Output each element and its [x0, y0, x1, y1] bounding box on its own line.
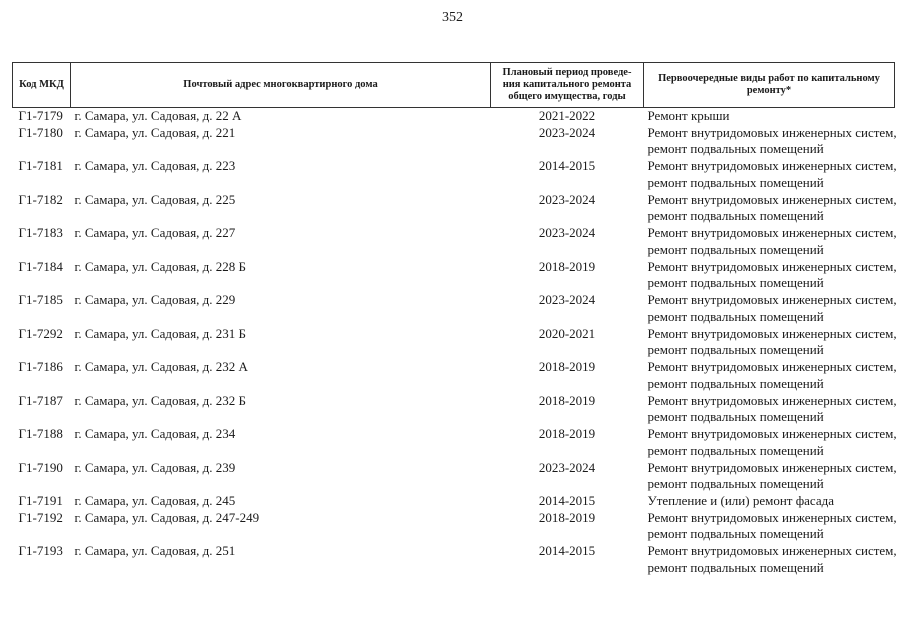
row-address: г. Самара, ул. Садовая, д. 232 А — [74, 359, 248, 374]
row-period: 2018-2019 — [538, 359, 596, 374]
row-period: 2018-2019 — [538, 509, 596, 525]
table-row — [13, 292, 895, 326]
row-period: 2023-2024 — [538, 292, 596, 307]
row-works — [644, 510, 895, 544]
row-address: г. Самара, ул. Садовая, д. 247-249 — [74, 509, 260, 525]
row-works-line: ремонт подвальных помещений — [647, 208, 824, 223]
row-works-line: Ремонт внутридомовых инженерных систем, — [647, 158, 897, 173]
row-works — [644, 158, 895, 192]
row-address: г. Самара, ул. Садовая, д. 225 — [74, 191, 236, 207]
row-period: 2014-2015 — [538, 158, 596, 173]
row-address: г. Самара, ул. Садовая, д. 223 — [74, 158, 236, 173]
row-works — [644, 493, 895, 510]
row-period: 2020-2021 — [538, 325, 596, 341]
row-period: 2021-2022 — [538, 108, 596, 123]
row-period: 2018-2019 — [538, 258, 596, 274]
row-works-line: ремонт подвальных помещений — [647, 559, 824, 575]
row-address: г. Самара, ул. Садовая, д. 231 Б — [74, 325, 247, 341]
row-code: Г1-7188 — [18, 426, 63, 441]
row-address: г. Самара, ул. Садовая, д. 22 А — [74, 108, 242, 123]
row-code: Г1-7185 — [18, 292, 63, 307]
row-address: г. Самара, ул. Садовая, д. 251 — [74, 543, 236, 558]
table-row — [13, 158, 895, 192]
row-works — [644, 543, 895, 577]
row-period: 2023-2024 — [538, 191, 596, 207]
row-period: 2023-2024 — [538, 459, 596, 475]
row-period: 2023-2024 — [538, 124, 596, 140]
row-works-line: ремонт подвальных помещений — [647, 476, 824, 491]
row-address: г. Самара, ул. Садовая, д. 245 — [74, 493, 236, 508]
row-code: Г1-7181 — [18, 158, 63, 173]
row-address: г. Самара, ул. Садовая, д. 232 Б — [74, 392, 247, 408]
row-works — [644, 292, 895, 326]
row-works-line: ремонт подвальных помещений — [647, 342, 824, 357]
header-period: Плановый период проведе- ния капитального ремонта общего имущества, годы — [491, 63, 644, 108]
row-code: Г1-7192 — [18, 509, 63, 525]
header-address: Почтовый адрес многоквартирного дома — [71, 63, 491, 108]
row-works — [644, 259, 895, 293]
row-works-line: ремонт подвальных помещений — [647, 174, 824, 190]
row-works-line: ремонт подвальных помещений — [647, 409, 824, 424]
row-works-line: Ремонт внутридомовых инженерных систем, — [647, 359, 897, 374]
row-code: Г1-7292 — [18, 325, 63, 341]
table-header-row — [13, 63, 895, 108]
row-address: г. Самара, ул. Садовая, д. 229 — [74, 292, 236, 307]
table-row — [13, 426, 895, 460]
row-works-line: ремонт подвальных помещений — [647, 241, 824, 257]
row-works — [644, 393, 895, 427]
row-works — [644, 359, 895, 393]
row-works-line: Ремонт внутридомовых инженерных систем, — [647, 225, 897, 240]
table-row — [13, 493, 895, 510]
row-works-line: ремонт подвальных помещений — [647, 141, 824, 156]
row-works — [644, 125, 895, 159]
row-address: г. Самара, ул. Садовая, д. 234 — [74, 426, 236, 441]
row-works — [644, 225, 895, 259]
row-code: Г1-7191 — [18, 493, 63, 508]
row-period: 2018-2019 — [538, 426, 596, 441]
row-works — [644, 108, 895, 125]
row-address: г. Самара, ул. Садовая, д. 227 — [74, 225, 236, 240]
row-works-line: ремонт подвальных помещений — [647, 526, 824, 541]
table-row — [13, 460, 895, 494]
header-code: Код МКД — [13, 63, 71, 108]
row-works-line: Ремонт внутридомовых инженерных систем, — [647, 543, 897, 558]
row-works-line: ремонт подвальных помещений — [647, 275, 824, 290]
row-works — [644, 326, 895, 360]
row-period: 2023-2024 — [538, 225, 596, 240]
row-period: 2014-2015 — [538, 543, 596, 558]
row-code: Г1-7180 — [18, 124, 63, 140]
row-works-line: Ремонт внутридомовых инженерных систем, — [647, 258, 897, 274]
table-body — [13, 108, 895, 577]
row-works-line: Ремонт внутридомовых инженерных систем, — [647, 459, 897, 475]
table-row — [13, 225, 895, 259]
row-works-line: Ремонт внутридомовых инженерных систем, — [647, 509, 897, 525]
table-row — [13, 108, 895, 125]
row-works — [644, 192, 895, 226]
row-works-line: Ремонт внутридомовых инженерных систем, — [647, 426, 897, 441]
row-code: Г1-7183 — [18, 225, 63, 240]
row-code: Г1-7184 — [18, 258, 63, 274]
table-row — [13, 393, 895, 427]
row-works-line: Ремонт внутридомовых инженерных систем, — [647, 124, 897, 140]
row-works-line: Ремонт внутридомовых инженерных систем, — [647, 292, 897, 307]
table-row — [13, 543, 895, 577]
row-code: Г1-7186 — [18, 359, 63, 374]
row-period: 2014-2015 — [538, 493, 596, 508]
table-row — [13, 326, 895, 360]
row-works — [644, 460, 895, 494]
row-works-line: Ремонт внутридомовых инженерных систем, — [647, 392, 897, 408]
row-works-line: ремонт подвальных помещений — [647, 442, 824, 458]
page-number: 352 — [442, 10, 463, 25]
row-works-line: Ремонт внутридомовых инженерных систем, — [647, 325, 897, 341]
row-code: Г1-7193 — [18, 543, 63, 558]
row-code: Г1-7179 — [18, 108, 63, 123]
row-works — [644, 426, 895, 460]
table-row — [13, 359, 895, 393]
row-works-line: Утепление и (или) ремонт фасада — [647, 493, 834, 508]
row-works-line: Ремонт внутридомовых инженерных систем, — [647, 191, 897, 207]
row-address: г. Самара, ул. Садовая, д. 239 — [74, 459, 236, 475]
row-code: Г1-7187 — [18, 392, 63, 408]
row-address: г. Самара, ул. Садовая, д. 228 Б — [74, 258, 247, 274]
row-works-line: ремонт подвальных помещений — [647, 375, 824, 391]
table-row — [13, 510, 895, 544]
header-works: Первоочередные виды работ по капитальному ремонту* — [644, 63, 895, 108]
table-row — [13, 192, 895, 226]
row-code: Г1-7182 — [18, 191, 63, 207]
capital-repair-table — [12, 62, 895, 577]
row-works-line: Ремонт крыши — [647, 108, 730, 123]
row-code: Г1-7190 — [18, 459, 63, 475]
row-period: 2018-2019 — [538, 392, 596, 408]
row-address: г. Самара, ул. Садовая, д. 221 — [74, 124, 236, 140]
table-row — [13, 125, 895, 159]
row-works-line: ремонт подвальных помещений — [647, 308, 824, 324]
table-row — [13, 259, 895, 293]
